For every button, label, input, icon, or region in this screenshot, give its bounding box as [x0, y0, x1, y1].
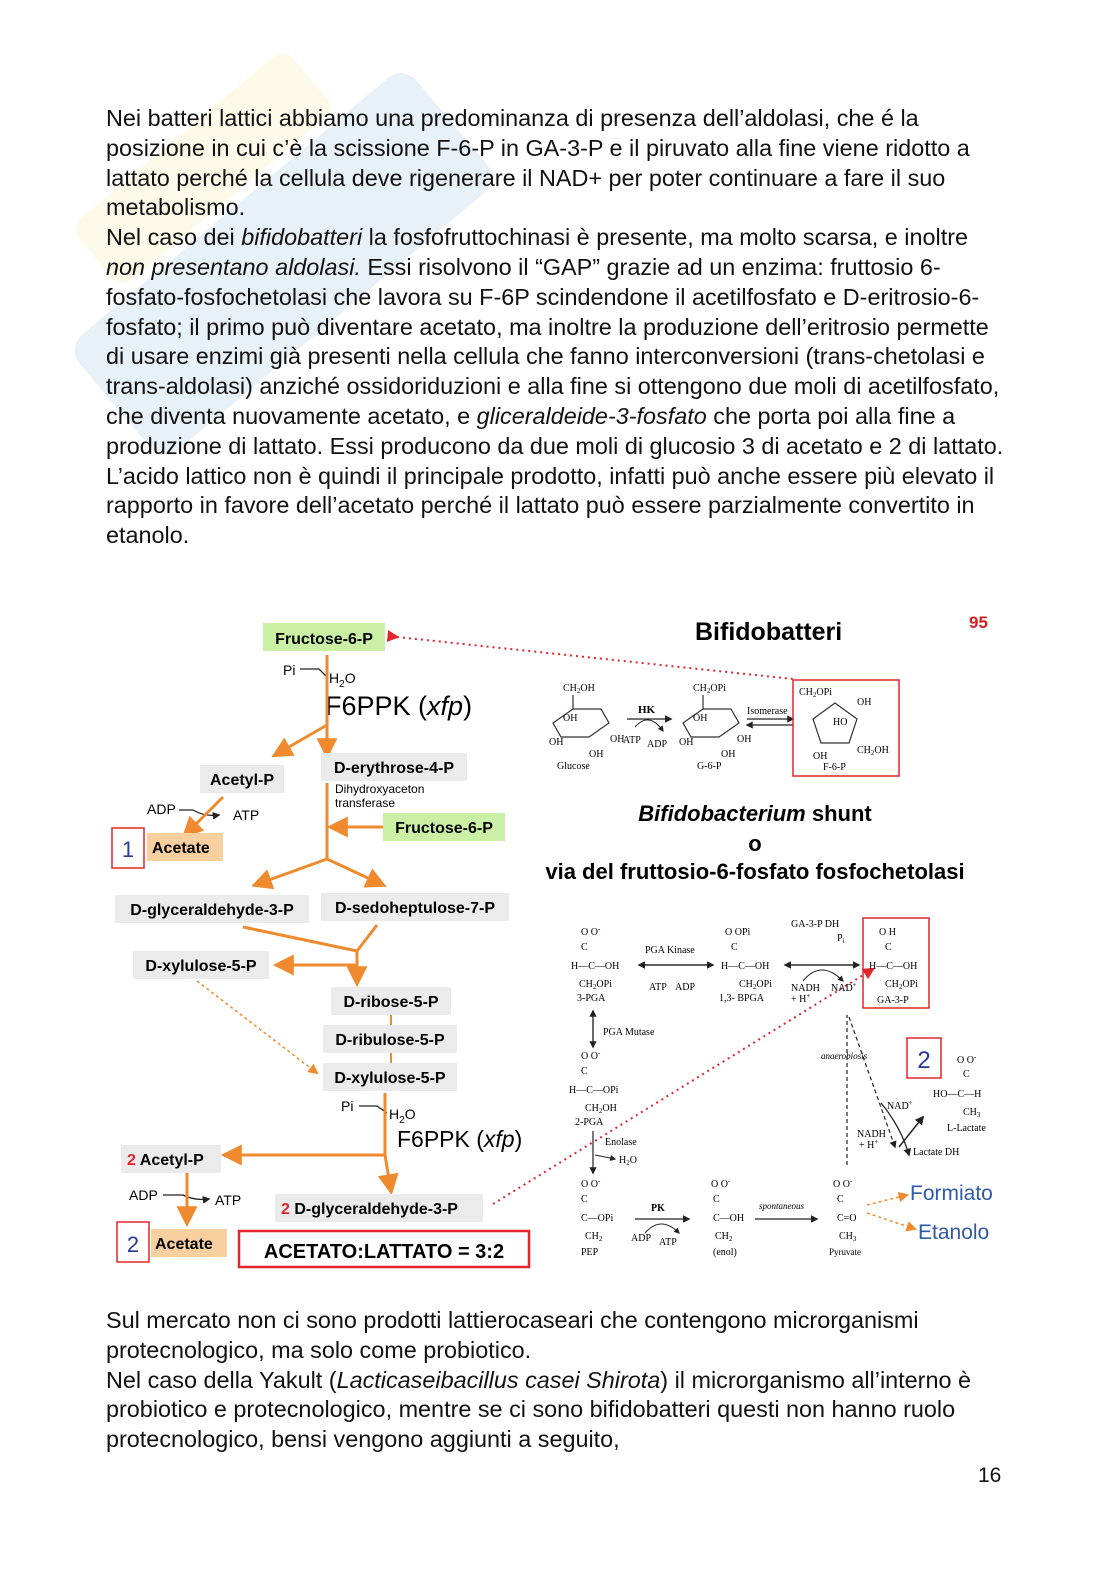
- hk-atp: ATP: [623, 735, 641, 746]
- svg-text:O OPi: O OPi: [725, 927, 751, 938]
- fructose6p-mid-label: Fructose-6-P: [395, 820, 493, 837]
- svg-text:H—C—OPi: H—C—OPi: [569, 1085, 619, 1096]
- l-lactate-label: L-Lactate: [947, 1123, 986, 1134]
- svg-text:C: C: [963, 1069, 970, 1080]
- isomerase-label: Isomerase: [747, 706, 788, 717]
- pga-mutase-label: PGA Mutase: [603, 1027, 655, 1038]
- svg-text:OH: OH: [589, 749, 604, 760]
- svg-text:OH: OH: [693, 713, 708, 724]
- f6p-label: F-6-P: [823, 762, 846, 773]
- svg-text:C=O: C=O: [837, 1213, 857, 1224]
- svg-text:C: C: [713, 1194, 720, 1205]
- svg-text:CH2OPi: $CH_2OPi$: [799, 687, 832, 699]
- svg-text:C: C: [837, 1194, 844, 1205]
- f6ppk-label: F6PPK (xfp): [325, 691, 473, 721]
- svg-text:CH2OPi: $CH_2OPi$: [739, 979, 772, 991]
- atp2-label: ATP: [215, 1192, 242, 1208]
- pep-label: PEP: [581, 1247, 599, 1258]
- svg-text:C: C: [731, 942, 738, 953]
- f6ppk2-label: F6PPK (xfp): [397, 1126, 523, 1152]
- glyceraldehyde-label: D-glyceraldehyde-3-P: [130, 902, 294, 919]
- g6p-structure: [683, 695, 739, 737]
- bpga-label: 1,3- BPGA: [719, 993, 765, 1004]
- paragraph-p2: Nel caso dei bifidobatteri la fosfofruttochinasi è presente, ma molto scarsa, e inoltre non presentano aldolasi. Essi risolvono il “GAP” grazie ad un enzima: fruttosio 6-fosfato-fosfochetolasi che lavora su F-6P scindendone il acetilfosfato e D-eritrosio-6-fosfato; il primo può diventare acetato, ma inoltre la produzione dell’eritrosio permette di usare enzimi già presenti nella cellula che fanno interconversioni (trans-chetolasi e trans-aldolasi) anziché ossidoriduzioni e alla fine si ottengono due moli di acetilfosfato, che diventa nuovamente acetato, e gliceraldeide-3-fosfato che porta poi alla fine a produzione di lattato. Essi producono da due moli di glucosio 3 di acetato e 2 di lattato. L’acido lattico non è quindi il principale prodotto, infatti può anche essere più elevato il rapporto in favore dell’acetato perché il lattato può essere parzialmente convertito in etanolo.: [106, 224, 1004, 549]
- pi2-label: Pi: [341, 1098, 354, 1114]
- svg-text:H—C—OH: H—C—OH: [571, 961, 620, 972]
- svg-text:CH2OH: $CH_2OH$: [857, 745, 889, 757]
- num2: 2: [126, 1232, 140, 1257]
- pi-arrow: [300, 669, 327, 677]
- pk-label: PK: [651, 1203, 665, 1214]
- svg-text:CH3: $CH_3$: [839, 1231, 857, 1243]
- svg-text:OH: OH: [679, 737, 694, 748]
- svg-text:ADP: ADP: [675, 982, 696, 993]
- svg-text:ATP: ATP: [659, 1237, 677, 1248]
- paragraph-p1: Nei batteri lattici abbiamo una predominanza di presenza dell’aldolasi, che é la posizione in cui c’è la scissione F-6-P in GA-3-P e il piruvato alla fine viene ridotto a lattato perché la cellula deve rigenerare il NAD+ per poter continuare a fare il suo metabolismo.: [106, 105, 970, 221]
- svg-text:C: C: [885, 942, 892, 953]
- svg-text:NADH: NADH: [791, 983, 820, 994]
- num2-right: 2: [917, 1047, 931, 1074]
- svg-text:C: C: [581, 1194, 588, 1205]
- svg-text:OH: OH: [549, 737, 564, 748]
- svg-text:CH2OPi: $CH_2OPi$: [693, 683, 726, 695]
- svg-text:CH2OPi: $CH_2OPi$: [579, 979, 612, 991]
- enol-label: (enol): [713, 1247, 737, 1258]
- pga3-label: 3-PGA: [577, 993, 606, 1004]
- anaerobiosis-label: anaerobiosis: [821, 1051, 868, 1061]
- svg-text:O O-: O O-: [833, 1177, 853, 1190]
- g6p-label: G-6-P: [697, 761, 722, 772]
- page-number: 16: [978, 1464, 1002, 1487]
- formiato-label: Formiato: [910, 1182, 993, 1205]
- shunt-o: o: [748, 831, 762, 856]
- ribose-label: D-ribose-5-P: [343, 994, 439, 1011]
- xylulose-b-label: D-xylulose-5-P: [334, 1070, 446, 1087]
- lower-glycolysis: [569, 918, 986, 1258]
- fructose6p-top-label: Fructose-6-P: [275, 631, 373, 648]
- ga3p-label: GA-3-P: [877, 995, 909, 1006]
- svg-text:CH3: $CH_3$: [963, 1107, 981, 1119]
- acetyl-p-label: Acetyl-P: [209, 772, 275, 789]
- ribulose-label: D-ribulose-5-P: [335, 1032, 445, 1049]
- pga-kinase-label: PGA Kinase: [645, 945, 695, 956]
- svg-text:NAD+: NAD+: [887, 1099, 913, 1112]
- pi-label: Pi: [283, 662, 296, 678]
- pyruvate-label: Pyruvate: [829, 1247, 861, 1257]
- glucose-ch2oh: $CH_2OH$: [563, 683, 595, 695]
- svg-text:O O-: O O-: [957, 1053, 977, 1066]
- svg-text:C: C: [581, 942, 588, 953]
- svg-text:C—OH: C—OH: [713, 1213, 745, 1224]
- bifido-shunt-figure: [105, 607, 1000, 1275]
- svg-text:H—C—OH: H—C—OH: [721, 961, 770, 972]
- h2o-label: $H_2O$: [329, 670, 356, 690]
- glucose-structure: [553, 695, 609, 737]
- svg-text:OH: OH: [721, 749, 736, 760]
- svg-text:OH: OH: [813, 751, 828, 762]
- svg-text:OH: OH: [563, 713, 578, 724]
- body-text-top: [106, 104, 1011, 551]
- figure-title: Bifidobatteri: [695, 618, 843, 646]
- svg-text:H—C—OH: H—C—OH: [869, 961, 918, 972]
- svg-text:+ H+: + H+: [859, 1138, 879, 1151]
- num1: 1: [121, 837, 135, 862]
- glucose-label: Glucose: [557, 761, 590, 772]
- svg-text:OH: OH: [610, 734, 625, 745]
- xylulose-a-label: D-xylulose-5-P: [145, 958, 257, 975]
- adp2-label: ADP: [129, 1187, 158, 1203]
- svg-text:NAD+: NAD+: [831, 981, 857, 994]
- svg-text:+ H+: + H+: [791, 992, 811, 1005]
- svg-text:ATP: ATP: [649, 982, 667, 993]
- glyceraldehyde2-label: 2 D-glyceraldehyde-3-P: [281, 1201, 458, 1218]
- enolase-label: Enolase: [605, 1137, 637, 1148]
- spontaneous-label: spontaneous: [759, 1201, 804, 1211]
- body-text-bottom: [106, 1306, 1011, 1455]
- dha-transferase-1: Dihydroxyaceton: [335, 782, 425, 796]
- svg-text:CH2OPi: $CH_2OPi$: [885, 979, 918, 991]
- svg-text:O O-: O O-: [711, 1177, 731, 1190]
- ga3p-dh-label: GA-3-P DH: [791, 919, 840, 930]
- sedoheptulose-label: D-sedoheptulose-7-P: [334, 900, 496, 917]
- svg-text:Pi: $P_i$: [837, 933, 845, 945]
- svg-text:CH2: $CH_2$: [715, 1231, 733, 1243]
- erythrose-label: D-erythrose-4-P: [333, 760, 455, 777]
- hk-adp: ADP: [647, 739, 668, 750]
- svg-text:HO—C—H: HO—C—H: [933, 1089, 982, 1100]
- slide-number: 95: [969, 613, 988, 632]
- lactate-dh-label: Lactate DH: [913, 1147, 960, 1158]
- svg-text:O O-: O O-: [581, 925, 601, 938]
- acetate2-label: Acetate: [155, 1236, 213, 1253]
- etanolo-label: Etanolo: [918, 1221, 990, 1244]
- hk-label: HK: [638, 704, 656, 716]
- shunt-via: via del fruttosio-6-fosfato fosfochetolasi: [545, 859, 965, 884]
- svg-text:NADH: NADH: [857, 1129, 886, 1140]
- paragraph-p4: Nel caso della Yakult (Lacticaseibacillus casei Shirota) il microrganismo all’interno è probiotico e protecnologico, mentre se ci sono bifidobatteri questi non hanno ruolo protecnologico, bensi vengono aggiunti a seguito,: [106, 1366, 971, 1453]
- h2o2-label: $H_2O$: [389, 1106, 416, 1126]
- acetyl-p2-label: 2 Acetyl-P: [127, 1152, 204, 1169]
- paragraph-p3: Sul mercato non ci sono prodotti lattierocaseari che contengono microrganismi protecnologico, ma solo come probiotico.: [106, 1307, 919, 1363]
- svg-text:H2O: $H_2O$: [619, 1155, 637, 1167]
- pga2-label: 2-PGA: [575, 1117, 604, 1128]
- svg-text:O H: O H: [879, 927, 896, 938]
- svg-text:O O-: O O-: [581, 1177, 601, 1190]
- svg-text:CH2OH: $CH_2OH$: [585, 1103, 617, 1115]
- acetate1-label: Acetate: [152, 840, 210, 857]
- ratio-label: ACETATO:LATTATO = 3:2: [263, 1241, 505, 1263]
- svg-text:OH: OH: [857, 697, 872, 708]
- svg-text:HO: HO: [833, 717, 848, 728]
- shunt-title: Bifidobacterium shunt: [638, 801, 872, 826]
- svg-text:C: C: [581, 1066, 588, 1077]
- svg-text:C—OPi: C—OPi: [581, 1213, 614, 1224]
- svg-text:OH: OH: [737, 734, 752, 745]
- adp-label: ADP: [147, 801, 176, 817]
- svg-text:CH2: $CH_2$: [585, 1231, 603, 1243]
- dha-transferase-2: transferase: [335, 796, 396, 810]
- svg-text:ADP: ADP: [631, 1233, 652, 1244]
- svg-text:O O-: O O-: [581, 1049, 601, 1062]
- atp-label: ATP: [233, 807, 260, 823]
